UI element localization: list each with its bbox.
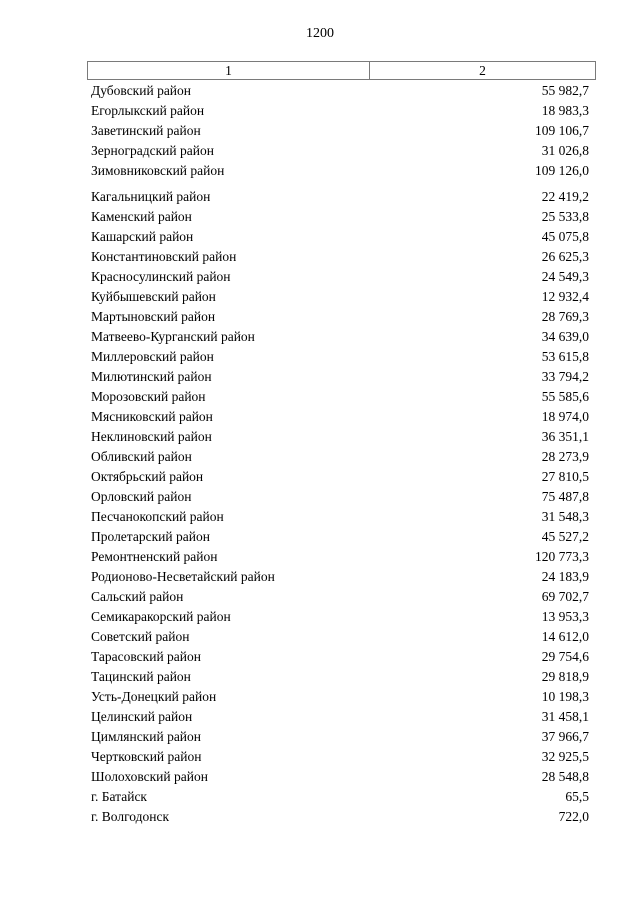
table-row [91,527,589,547]
district-name: Зимовниковский район [91,163,225,178]
table-row [91,607,589,627]
amount-value: 120 773,3 [535,549,589,564]
table-row [91,247,589,267]
district-name: Чертковский район [91,749,202,764]
table-row [91,667,589,687]
district-name: Семикаракорский район [91,609,231,624]
table-row [91,307,589,327]
district-name: Красносулинский район [91,269,231,284]
district-name: Куйбышевский район [91,289,216,304]
amount-value: 53 615,8 [541,349,589,364]
district-name: Пролетарский район [91,529,210,544]
table-row [91,347,589,367]
amount-value: 10 198,3 [541,689,589,704]
table-header [87,61,596,80]
table-row [91,507,589,527]
amount-value: 75 487,8 [541,489,589,504]
amount-value: 18 983,3 [541,103,589,118]
table-row [91,647,589,667]
amount-value: 28 548,8 [541,769,589,784]
amount-value: 22 419,2 [541,189,589,204]
table-row [91,687,589,707]
table-row [91,627,589,647]
district-name: Миллеровский район [91,349,214,364]
amount-value: 45 075,8 [541,229,589,244]
table-row [91,707,589,727]
district-name: Егорлыкский район [91,103,205,118]
district-name: Мартыновский район [91,309,216,324]
table-row [91,767,589,787]
amount-value: 29 754,6 [541,649,589,664]
amount-value: 31 458,1 [541,709,589,724]
table-row [91,807,589,827]
table-row [91,487,589,507]
district-name: Тацинский район [91,669,191,684]
district-name: г. Волгодонск [91,809,170,824]
amount-value: 33 794,2 [541,369,589,384]
table-row [91,141,589,161]
amount-value: 28 273,9 [541,449,589,464]
table-row [91,447,589,467]
table-row [91,287,589,307]
district-name: Обливский район [91,449,192,464]
amount-value: 29 818,9 [541,669,589,684]
amount-value: 25 533,8 [541,209,589,224]
amount-value: 26 625,3 [541,249,589,264]
table-row [91,101,589,121]
district-name: Родионово-Несветайский район [91,569,275,584]
district-name: Шолоховский район [91,769,208,784]
amount-value: 18 974,0 [541,409,589,424]
district-name: Мясниковский район [91,409,213,424]
amount-value: 27 810,5 [541,469,589,484]
table-row [91,547,589,567]
page-number: 1200 [306,26,334,41]
district-name: Сальский район [91,589,184,604]
amount-value: 31 548,3 [541,509,589,524]
table-row [91,267,589,287]
amount-value: 32 925,5 [541,749,589,764]
district-name: Тарасовский район [91,649,201,664]
amount-value: 34 639,0 [541,329,589,344]
district-name: Каменский район [91,209,192,224]
table-row [91,367,589,387]
amount-value: 14 612,0 [541,629,589,644]
district-name: Кагальницкий район [91,189,211,204]
table-row [91,587,589,607]
district-name: Усть-Донецкий район [91,689,217,704]
table-row [91,207,589,227]
district-name: Кашарский район [91,229,194,244]
amount-value: 722,0 [558,809,589,824]
amount-value: 69 702,7 [541,589,589,604]
amount-value: 37 966,7 [541,729,589,744]
district-name: г. Батайск [91,789,147,804]
district-name: Цимлянский район [91,729,202,744]
table-row [91,387,589,407]
column-header-2: 2 [479,63,486,78]
district-name: Заветинский район [91,123,201,138]
district-name: Целинский район [91,709,193,724]
amount-value: 55 982,7 [541,83,589,98]
district-name: Константиновский район [91,249,237,264]
table-row [91,787,589,807]
amount-value: 24 549,3 [541,269,589,284]
table-row [91,327,589,347]
district-name: Ремонтненский район [91,549,218,564]
amount-value: 109 106,7 [535,123,589,138]
district-name: Песчанокопский район [91,509,224,524]
table-row [91,81,589,101]
column-header-1: 1 [88,62,370,79]
table-row [91,727,589,747]
district-name: Дубовский район [91,83,192,98]
amount-value: 55 585,6 [541,389,589,404]
table-row [91,121,589,141]
district-name: Неклиновский район [91,429,212,444]
district-name: Орловский район [91,489,192,504]
district-name: Морозовский район [91,389,206,404]
amount-value: 13 953,3 [541,609,589,624]
table-row [91,567,589,587]
district-name: Милютинский район [91,369,212,384]
amount-value: 36 351,1 [541,429,589,444]
amount-value: 109 126,0 [535,163,589,178]
district-name: Октябрьский район [91,469,204,484]
district-name: Матвеево-Курганский район [91,329,255,344]
district-name: Зерноградский район [91,143,214,158]
amount-value: 45 527,2 [541,529,589,544]
amount-value: 24 183,9 [541,569,589,584]
table-row [91,161,589,181]
table-row [91,227,589,247]
table-row [91,467,589,487]
table-row [91,187,589,207]
district-name: Советский район [91,629,190,644]
table-row [91,407,589,427]
amount-value: 65,5 [565,789,589,804]
amount-value: 12 932,4 [541,289,589,304]
amount-value: 31 026,8 [541,143,589,158]
table-row [91,427,589,447]
table-body [91,81,589,827]
table-row [91,747,589,767]
amount-value: 28 769,3 [541,309,589,324]
